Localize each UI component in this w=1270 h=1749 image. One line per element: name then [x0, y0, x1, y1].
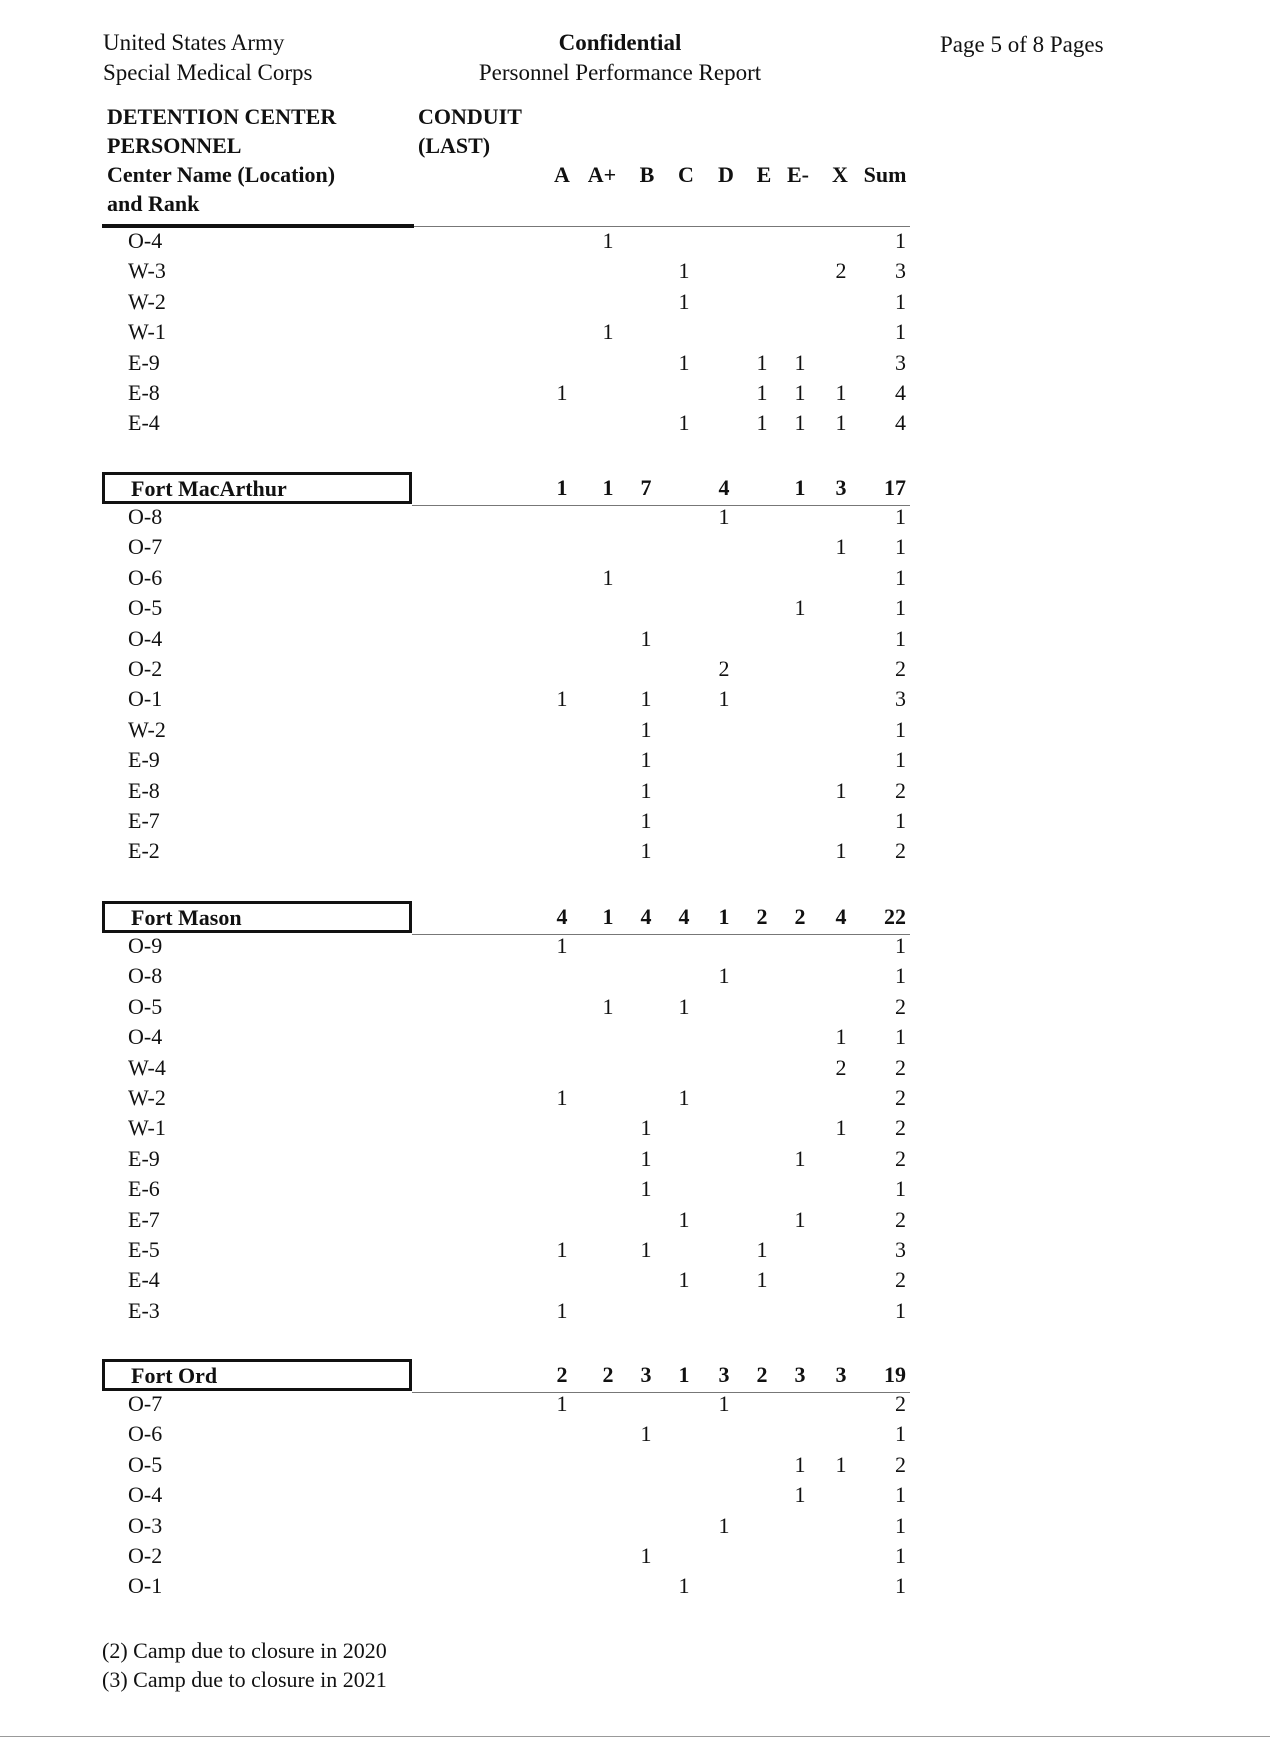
rank-label: O-5	[128, 595, 163, 621]
grade-count: 2	[718, 656, 730, 681]
row-sum: 3	[895, 349, 906, 375]
row-sum: 1	[895, 1512, 906, 1538]
grade-count: 1	[640, 777, 652, 803]
rank-label: O-2	[128, 1543, 163, 1568]
grade-column-header: D	[718, 162, 734, 187]
grade-column-header: B	[639, 162, 655, 187]
row-sum: 3	[895, 686, 906, 712]
grade-count: 1	[678, 993, 690, 1019]
grade-count: 1	[640, 747, 652, 773]
center-total: 2	[756, 1362, 768, 1387]
row-sum: 2	[895, 993, 906, 1019]
footnote: (2) Camp due to closure in 2020	[102, 1638, 387, 1663]
center-total: 3	[835, 475, 847, 500]
table-row	[0, 717, 1270, 747]
grade-column-header: X	[832, 162, 848, 187]
row-sum: 1	[895, 228, 906, 253]
center-name: Fort Mason	[131, 905, 242, 930]
row-sum: 1	[895, 504, 906, 529]
grade-count: 1	[640, 1543, 652, 1568]
grade-count: 1	[640, 838, 652, 864]
center-total: 4	[556, 904, 568, 929]
rank-label: E-9	[128, 349, 160, 375]
rank-label: O-1	[128, 686, 163, 712]
row-sum: 1	[895, 716, 906, 742]
table-row	[0, 350, 1270, 380]
grade-count: 1	[794, 380, 806, 405]
center-sum: 17	[884, 475, 906, 500]
row-sum: 1	[895, 595, 906, 621]
center-total: 4	[835, 904, 847, 929]
grade-count: 1	[640, 1237, 652, 1262]
grade-count: 1	[640, 1176, 652, 1202]
table-row	[0, 1421, 1270, 1451]
table-row	[0, 994, 1270, 1024]
center-total: 3	[640, 1362, 652, 1387]
center-total: 3	[718, 1362, 730, 1387]
row-sum: 1	[895, 1573, 906, 1599]
grade-count: 1	[556, 1085, 568, 1110]
grade-count: 1	[794, 1451, 806, 1477]
rank-label: W-1	[128, 319, 166, 345]
table-row	[0, 1207, 1270, 1237]
page-number: Page 5 of 8 Pages	[940, 32, 1104, 57]
rank-label: W-2	[128, 716, 166, 742]
center-sum: 22	[884, 904, 906, 929]
rank-label: O-5	[128, 1451, 163, 1477]
grade-count: 1	[835, 1115, 847, 1141]
center-total: 3	[794, 1362, 806, 1387]
row-sum: 1	[895, 564, 906, 590]
grade-count: 1	[602, 228, 614, 253]
row-sum: 2	[895, 1054, 906, 1080]
org-line-1: United States Army	[103, 30, 285, 55]
grade-count: 1	[835, 380, 847, 405]
table-row	[0, 1391, 1270, 1421]
grade-count: 1	[794, 410, 806, 436]
row-sum: 1	[895, 1297, 906, 1323]
row-sum: 2	[895, 1267, 906, 1293]
grade-count: 1	[602, 993, 614, 1019]
rank-label: O-9	[128, 933, 163, 958]
grade-count: 1	[556, 380, 568, 405]
grade-count: 1	[835, 534, 847, 560]
grade-count: 1	[718, 963, 730, 989]
grade-count: 1	[640, 1145, 652, 1171]
grade-count: 1	[835, 838, 847, 864]
grade-count: 1	[756, 380, 768, 405]
grade-count: 2	[835, 258, 847, 284]
grade-column-header: C	[678, 162, 694, 187]
group-heading-line: Center Name (Location)	[107, 162, 336, 187]
table-row	[0, 1267, 1270, 1297]
center-total: 7	[640, 475, 652, 500]
rank-label: W-4	[128, 1054, 166, 1080]
grade-count: 1	[678, 349, 690, 375]
row-sum: 2	[895, 777, 906, 803]
row-sum: 1	[895, 933, 906, 958]
table-row	[0, 1085, 1270, 1115]
rank-label: W-1	[128, 1115, 166, 1141]
center-totals-row	[0, 475, 1270, 507]
grade-count: 1	[794, 349, 806, 375]
grade-column-header: Sum	[863, 162, 907, 187]
rank-label: O-7	[128, 534, 163, 560]
table-row	[0, 1482, 1270, 1512]
table-row	[0, 1024, 1270, 1054]
rank-label: W-2	[128, 1085, 166, 1110]
rank-label: E-5	[128, 1237, 160, 1262]
rank-label: E-9	[128, 1145, 160, 1171]
row-sum: 2	[895, 1145, 906, 1171]
row-sum: 2	[895, 656, 906, 681]
table-row	[0, 778, 1270, 808]
grade-count: 1	[640, 808, 652, 833]
row-sum: 1	[895, 1176, 906, 1202]
table-row	[0, 565, 1270, 595]
grade-count: 1	[794, 595, 806, 621]
grade-column-header: A+	[587, 162, 617, 187]
grade-count: 1	[556, 1237, 568, 1262]
rank-label: O-2	[128, 656, 163, 681]
center-name: Fort Ord	[131, 1363, 218, 1388]
rank-label: E-4	[128, 410, 160, 436]
center-total: 1	[718, 904, 730, 929]
center-name: Fort MacArthur	[131, 476, 287, 501]
center-totals-row	[0, 1362, 1270, 1394]
row-sum: 1	[895, 534, 906, 560]
grade-column-header: E	[756, 162, 772, 187]
table-row	[0, 1513, 1270, 1543]
rank-label: O-8	[128, 963, 163, 989]
center-total: 1	[556, 475, 568, 500]
rank-label: W-3	[128, 258, 166, 284]
grade-column-header: E-	[787, 162, 809, 187]
grade-count: 1	[835, 410, 847, 436]
rank-label: O-6	[128, 1421, 163, 1447]
table-row	[0, 747, 1270, 777]
row-sum: 1	[895, 1482, 906, 1508]
grade-count: 1	[756, 1267, 768, 1293]
group-heading-line: DETENTION CENTER	[107, 104, 337, 129]
grade-column-header: A	[554, 162, 570, 187]
group-heading-line: PERSONNEL	[107, 133, 242, 158]
row-sum: 2	[895, 1115, 906, 1141]
grade-count: 1	[678, 1085, 690, 1110]
grade-count: 1	[718, 1512, 730, 1538]
grade-count: 1	[678, 1206, 690, 1232]
table-row	[0, 626, 1270, 656]
conduit-heading-line: (LAST)	[418, 133, 491, 158]
table-row	[0, 410, 1270, 440]
table-row	[0, 1237, 1270, 1267]
rank-label: E-7	[128, 1206, 160, 1232]
rank-label: O-7	[128, 1391, 163, 1416]
group-column-heading	[107, 102, 336, 218]
rank-label: E-3	[128, 1297, 160, 1323]
rank-label: E-9	[128, 747, 160, 773]
footnote: (3) Camp due to closure in 2021	[102, 1667, 387, 1692]
rank-label: O-1	[128, 1573, 163, 1599]
row-sum: 1	[895, 1543, 906, 1568]
grade-count: 1	[556, 1391, 568, 1416]
center-total: 2	[556, 1362, 568, 1387]
grade-count: 1	[718, 504, 730, 529]
center-total: 3	[835, 1362, 847, 1387]
grade-count: 1	[756, 410, 768, 436]
report-title: Confidential	[558, 30, 682, 55]
rank-label: E-6	[128, 1176, 160, 1202]
grade-count: 1	[678, 288, 690, 314]
table-row	[0, 1543, 1270, 1573]
table-row	[0, 1176, 1270, 1206]
grade-count: 1	[602, 319, 614, 345]
center-total: 2	[756, 904, 768, 929]
table-row	[0, 534, 1270, 564]
grade-count: 1	[794, 1145, 806, 1171]
conduit-heading-line: CONDUIT	[418, 104, 522, 129]
row-sum: 3	[895, 1237, 906, 1262]
table-row	[0, 1146, 1270, 1176]
center-totals-row	[0, 904, 1270, 936]
grade-count: 1	[794, 1482, 806, 1508]
rank-label: O-4	[128, 625, 163, 651]
grade-count: 1	[602, 564, 614, 590]
grade-count: 1	[718, 686, 730, 712]
grade-count: 1	[835, 1451, 847, 1477]
grade-count: 1	[640, 716, 652, 742]
rank-label: O-4	[128, 1482, 163, 1508]
row-sum: 1	[895, 625, 906, 651]
table-row	[0, 258, 1270, 288]
row-sum: 2	[895, 1451, 906, 1477]
center-total: 4	[678, 904, 690, 929]
grade-count: 1	[640, 625, 652, 651]
grade-count: 1	[678, 1573, 690, 1599]
row-sum: 1	[895, 319, 906, 345]
row-sum: 1	[895, 808, 906, 833]
row-sum: 2	[895, 1206, 906, 1232]
group-heading-line: and Rank	[107, 191, 200, 216]
rank-label: E-8	[128, 380, 160, 405]
row-sum: 1	[895, 963, 906, 989]
center-sum: 19	[884, 1362, 906, 1387]
conduit-column-heading	[418, 102, 522, 160]
grade-count: 1	[835, 1024, 847, 1050]
rank-label: O-6	[128, 564, 163, 590]
grade-count: 1	[756, 1237, 768, 1262]
center-total: 4	[718, 475, 730, 500]
table-row	[0, 1298, 1270, 1328]
grade-count: 1	[794, 1206, 806, 1232]
table-row	[0, 808, 1270, 838]
table-row	[0, 228, 1270, 258]
table-row	[0, 656, 1270, 686]
row-sum: 2	[895, 1391, 906, 1416]
row-sum: 4	[895, 410, 906, 436]
center-total: 1	[678, 1362, 690, 1387]
row-sum: 2	[895, 1085, 906, 1110]
grade-count: 1	[640, 1421, 652, 1447]
org-line-2: Special Medical Corps	[103, 60, 313, 85]
center-total: 1	[602, 904, 614, 929]
center-total: 1	[602, 475, 614, 500]
grade-count: 1	[756, 349, 768, 375]
grade-count: 1	[835, 777, 847, 803]
grade-count: 1	[678, 1267, 690, 1293]
grade-count: 1	[640, 686, 652, 712]
row-sum: 1	[895, 747, 906, 773]
rank-label: E-8	[128, 777, 160, 803]
report-subtitle: Personnel Performance Report	[478, 60, 762, 85]
table-row	[0, 319, 1270, 349]
table-row	[0, 380, 1270, 410]
report-header-left	[103, 28, 313, 88]
rank-label: O-4	[128, 228, 163, 253]
grade-count: 1	[640, 1115, 652, 1141]
grade-count: 1	[556, 933, 568, 958]
header-rule-thin	[414, 226, 910, 227]
grade-count: 1	[718, 1391, 730, 1416]
table-row	[0, 933, 1270, 963]
table-row	[0, 595, 1270, 625]
table-row	[0, 1452, 1270, 1482]
grade-count: 1	[556, 1297, 568, 1323]
rank-label: E-7	[128, 808, 160, 833]
rank-label: O-5	[128, 993, 163, 1019]
table-row	[0, 1573, 1270, 1603]
table-row	[0, 963, 1270, 993]
table-row	[0, 504, 1270, 534]
grade-count: 2	[835, 1054, 847, 1080]
row-sum: 1	[895, 1024, 906, 1050]
center-total: 2	[794, 904, 806, 929]
rank-label: O-8	[128, 504, 163, 529]
table-row	[0, 686, 1270, 716]
report-header-center	[430, 28, 810, 88]
grade-count: 1	[678, 410, 690, 436]
table-row	[0, 1055, 1270, 1085]
rank-label: W-2	[128, 288, 166, 314]
center-total: 2	[602, 1362, 614, 1387]
row-sum: 4	[895, 380, 906, 405]
row-sum: 1	[895, 1421, 906, 1447]
grade-count: 1	[556, 686, 568, 712]
page-bottom-edge	[0, 1736, 1270, 1737]
rank-label: O-4	[128, 1024, 163, 1050]
center-total: 1	[794, 475, 806, 500]
center-total: 4	[640, 904, 652, 929]
row-sum: 1	[895, 288, 906, 314]
table-row	[0, 1115, 1270, 1145]
row-sum: 2	[895, 838, 906, 864]
rank-label: O-3	[128, 1512, 163, 1538]
grade-count: 1	[678, 258, 690, 284]
rank-label: E-4	[128, 1267, 160, 1293]
table-row	[0, 838, 1270, 868]
table-row	[0, 289, 1270, 319]
rank-label: E-2	[128, 838, 160, 864]
row-sum: 3	[895, 258, 906, 284]
